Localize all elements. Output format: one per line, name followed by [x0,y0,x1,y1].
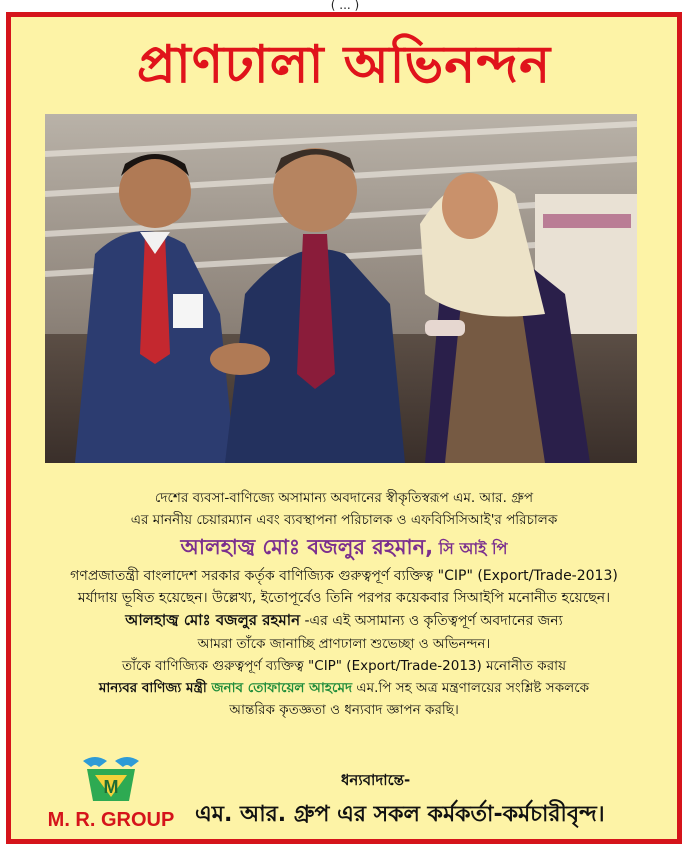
minister-title: মান্যবর বাণিজ্য মন্ত্রী [98,680,212,696]
body-text [21,487,667,531]
clipped-top-text: ( ... ) [0,0,690,12]
logo-text: M. R. GROUP [47,809,175,831]
closing-thanks: ধন্যবাদান্তে- [341,771,411,789]
body-line-1: দেশের ব্যবসা-বাণিজ্যে অসামান্য অবদানের স্বীকৃতিস্বরূপ এম. আর. গ্রুপ [154,490,534,506]
body-block-2 [21,565,667,632]
logo-letter: M [103,777,119,797]
body-line-3: গণপ্রজাতন্ত্রী বাংলাদেশ সরকার কর্তৃক বাণিজ্যিক গুরুত্বপূর্ণ ব্যক্তিত্ব "CIP" (Export/Trade-2013) [70,568,618,584]
body-line-8 [21,677,667,699]
honoree-name-main: আলহাজ্ব মোঃ বজলুর রহমান, [180,535,434,559]
body-line-4: মর্যাদায় ভূষিত হয়েছেন। উল্লেখ্য, ইতোপূর্বেও তিনি পরপর কয়েকবার সিআইপি মনোনীত হয়েছেন। [77,590,611,606]
closing-signoff: এম. আর. গ্রুপ এর সকল কর্মকর্তা-কর্মচারীবৃন্দ। [195,802,605,827]
body-line-6: আমরা তাঁকে জানাচ্ছি প্রাণঢালা শুভেচ্ছা ও অভিনন্দন। [197,636,491,652]
body-block-3 [21,633,667,721]
mr-group-logo [41,755,181,835]
body-line-2: এর মাননীয় চেয়ারম্যান এবং ব্যবস্থাপনা পরিচালক ও এফবিসিসিআই'র পরিচালক [130,512,558,528]
advertisement-frame [6,12,682,844]
body-line-5 [21,609,667,632]
honoree-name [21,533,667,563]
body-line-9: আন্তরিক কৃতজ্ঞতা ও ধন্যবাদ জ্ঞাপন করছি। [229,702,459,718]
body-line-8-rest: এম.পি সহ অত্র মন্ত্রণালয়ের সংশ্লিষ্ট সকলকে [352,680,590,696]
honoree-suffix: সি আই পি [433,539,508,558]
minister-name: জনাব তোফায়েল আহমেদ [211,680,353,696]
headline: প্রাণঢালা অভিনন্দন [136,34,552,95]
award-photo [45,114,637,463]
honoree-name-inline: আলহাজ্ব মোঃ বজলুর রহমান [125,611,301,629]
body-line-7: তাঁকে বাণিজ্যিক গুরুত্বপূর্ণ ব্যক্তিত্ব "CIP" (Export/Trade-2013) মনোনীত করায় [121,658,567,674]
mr-group-logo-icon [41,755,181,809]
body-line-5-rest: -এর এই অসামান্য ও কৃতিত্বপূর্ণ অবদানের জন্য [300,613,563,629]
